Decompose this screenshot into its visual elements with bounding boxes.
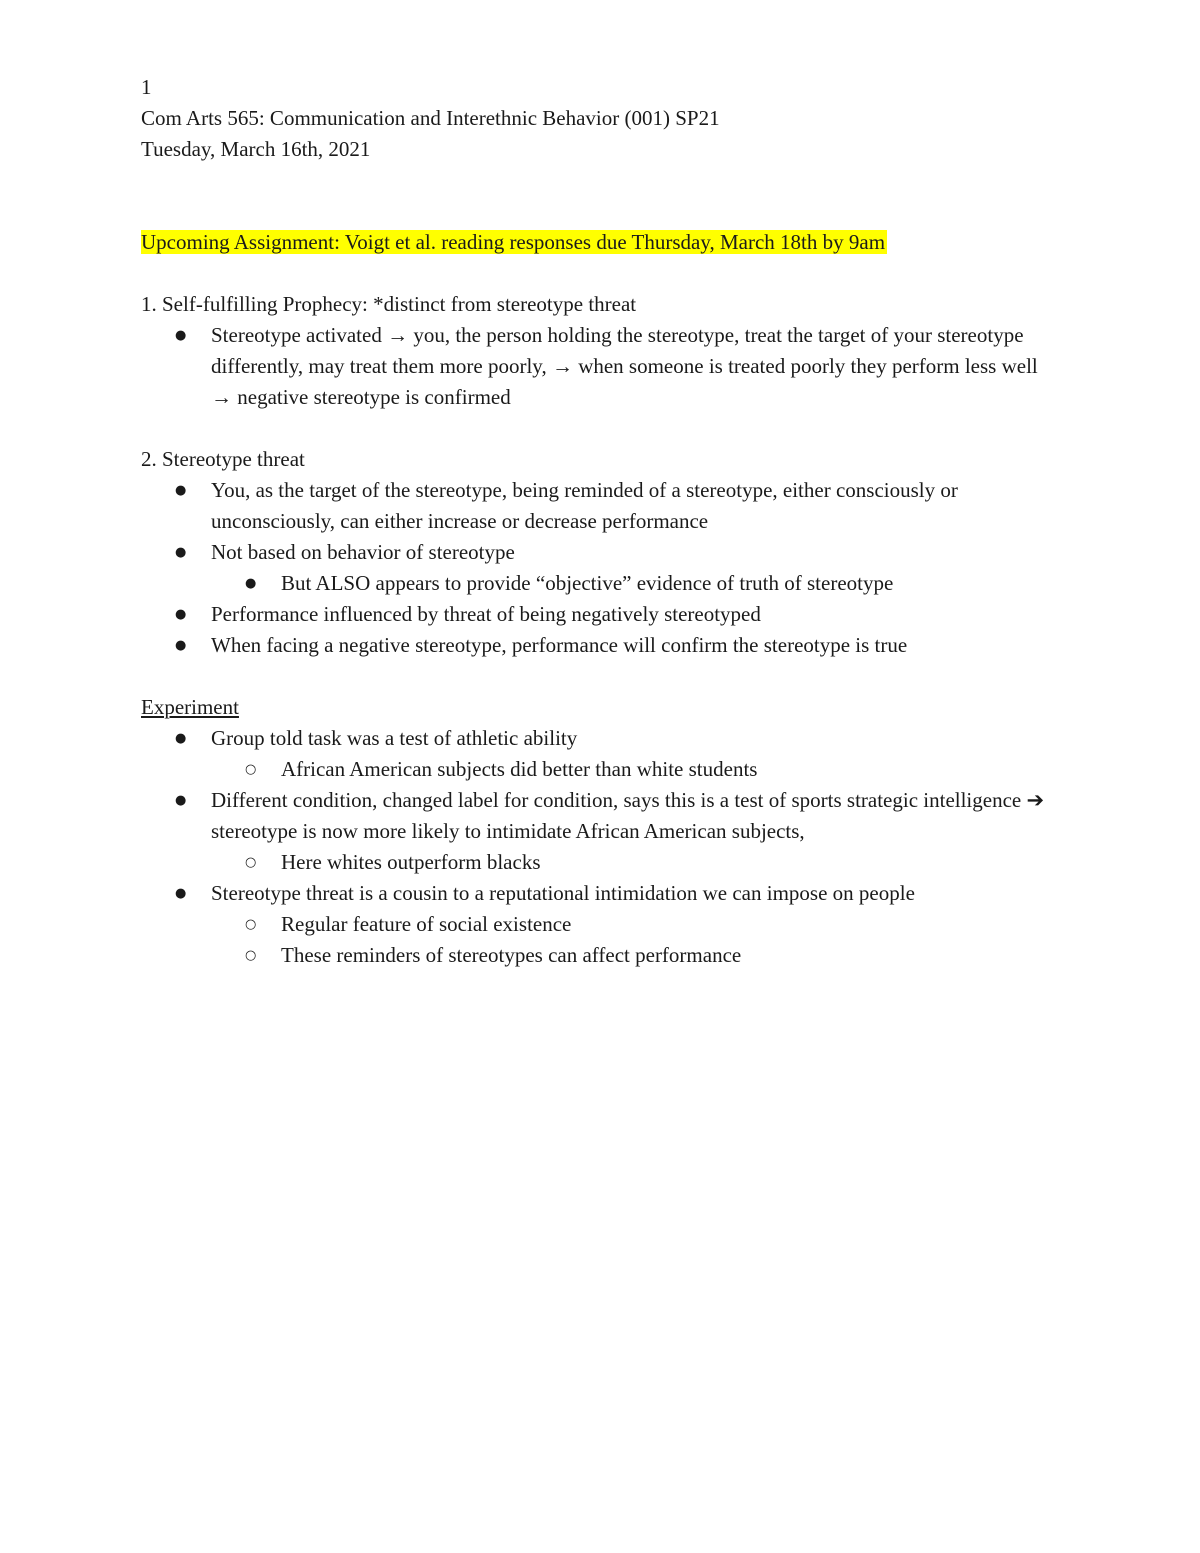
assignment-highlight: Upcoming Assignment: Voigt et al. reading responses due Thursday, March 18th by 9am bbox=[141, 230, 886, 254]
assignment-notice bbox=[141, 227, 1061, 258]
list-item bbox=[141, 475, 1061, 537]
bullet-filled-icon: ● bbox=[175, 793, 187, 808]
experiment-list bbox=[141, 723, 1061, 971]
list-item-text: When facing a negative stereotype, performance will confirm the stereotype is true bbox=[211, 633, 908, 657]
bullet-filled-icon: ● bbox=[175, 545, 187, 560]
sub-list bbox=[211, 909, 1061, 971]
lecture-date: Tuesday, March 16th, 2021 bbox=[141, 137, 371, 161]
section2-heading: 2. Stereotype threat bbox=[141, 447, 305, 471]
document-page bbox=[141, 72, 1061, 971]
bullet-filled-icon: ● bbox=[175, 328, 187, 343]
spacer bbox=[141, 258, 1061, 289]
bullet-hollow-icon: ○ bbox=[245, 948, 257, 963]
bullet-filled-icon: ● bbox=[245, 576, 257, 591]
page-number: 1 bbox=[141, 75, 152, 99]
sub-list bbox=[211, 568, 1061, 599]
spacer bbox=[141, 165, 1061, 196]
spacer bbox=[141, 413, 1061, 444]
list-item-text: Not based on behavior of stereotype bbox=[211, 540, 515, 564]
sub-list-item bbox=[211, 909, 1061, 940]
sub-list bbox=[211, 847, 1061, 878]
sub-list-item bbox=[211, 847, 1061, 878]
experiment-heading bbox=[141, 692, 1061, 723]
sub-list-item-text: Regular feature of social existence bbox=[281, 912, 572, 936]
bullet-filled-icon: ● bbox=[175, 731, 187, 746]
list-item bbox=[141, 599, 1061, 630]
course-title: Com Arts 565: Communication and Interethnic Behavior (001) SP21 bbox=[141, 106, 720, 130]
list-item-text: Performance influenced by threat of being negatively stereotyped bbox=[211, 602, 761, 626]
sub-list-item-text: African American subjects did better than white students bbox=[281, 757, 758, 781]
sub-list-item bbox=[211, 754, 1061, 785]
bullet-filled-icon: ● bbox=[175, 886, 187, 901]
sub-list-item-text: Here whites outperform blacks bbox=[281, 850, 541, 874]
bullet-hollow-icon: ○ bbox=[245, 855, 257, 870]
list-item bbox=[141, 785, 1061, 878]
section1-list bbox=[141, 320, 1061, 413]
list-item-text: Stereotype activated → you, the person holding the stereotype, treat the target of your stereotype differently, may treat them more poorly, → when someone is treated poorly they perform less well → negative stereotype is confirmed bbox=[211, 323, 1038, 409]
list-item-text: Group told task was a test of athletic ability bbox=[211, 726, 578, 750]
bullet-filled-icon: ● bbox=[175, 638, 187, 653]
list-item bbox=[141, 320, 1061, 413]
list-item bbox=[141, 723, 1061, 785]
list-item bbox=[141, 537, 1061, 599]
list-item-text: Stereotype threat is a cousin to a reputational intimidation we can impose on people bbox=[211, 881, 915, 905]
spacer bbox=[141, 661, 1061, 692]
spacer bbox=[141, 196, 1061, 227]
list-item-text: You, as the target of the stereotype, being reminded of a stereotype, either consciously or unconsciously, can either increase or decrease performance bbox=[211, 478, 958, 533]
bullet-hollow-icon: ○ bbox=[245, 917, 257, 932]
experiment-heading-text: Experiment bbox=[141, 695, 239, 719]
sub-list-item bbox=[211, 940, 1061, 971]
list-item bbox=[141, 630, 1061, 661]
sub-list bbox=[211, 754, 1061, 785]
sub-list-item-text: These reminders of stereotypes can affect performance bbox=[281, 943, 742, 967]
sub-list-item bbox=[211, 568, 1061, 599]
section1-heading: 1. Self-fulfilling Prophecy: *distinct from stereotype threat bbox=[141, 292, 637, 316]
section2-list bbox=[141, 475, 1061, 661]
list-item bbox=[141, 878, 1061, 971]
bullet-filled-icon: ● bbox=[175, 483, 187, 498]
list-item-text: Different condition, changed label for condition, says this is a test of sports strategic intelligence ➔ stereotype is now more likely to intimidate African American subjects, bbox=[211, 788, 1045, 843]
bullet-hollow-icon: ○ bbox=[245, 762, 257, 777]
sub-list-item-text: But ALSO appears to provide “objective” evidence of truth of stereotype bbox=[281, 571, 894, 595]
bullet-filled-icon: ● bbox=[175, 607, 187, 622]
